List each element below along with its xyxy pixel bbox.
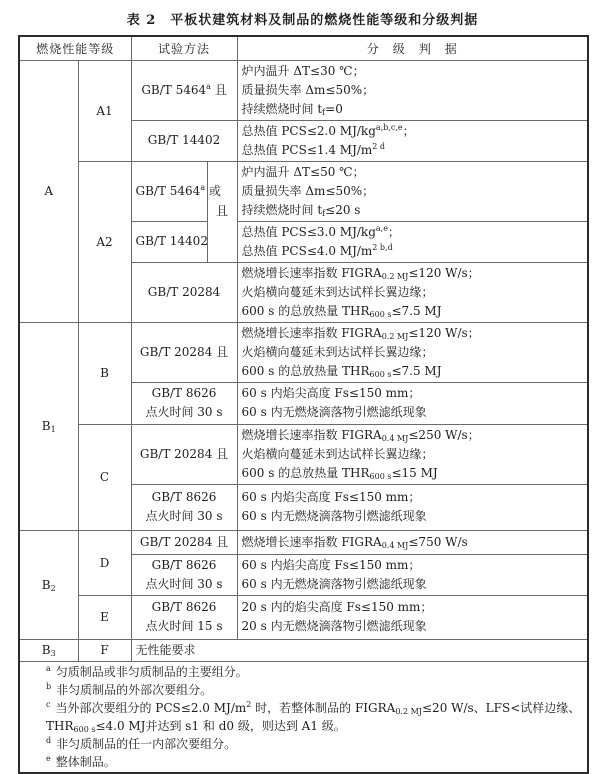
- table-row: [19, 530, 588, 554]
- footnote-marker: b: [46, 681, 52, 691]
- method-a1-furnace-cell: GB/T 5464$^a$ 且: [131, 60, 237, 120]
- grade-a1-cell: A1: [78, 60, 131, 161]
- table-title: 表 2 平板状建筑材料及制品的燃烧性能等级和分级判据: [126, 13, 479, 28]
- grade-group-b2-cell: $B_2$: [19, 530, 78, 639]
- criteria-a2-furnace-cell: 炉内温升 ΔT≤50 ℃； 质量损失率 Δm≤50%； 持续燃烧时间 $t_f\le 20$ s: [237, 161, 588, 221]
- criteria-b-sbi-cell: 燃烧增长速率指数 $FIGRA_{0.2 MJ}\le 120$ W/s； 火焰横向蔓延未到达试样长翼边缘； 600 s 的总放热量 $THR_{600 s}\le 7.5$ MJ: [237, 322, 588, 382]
- method-c-ignitability-cell: GB/T 8626 点火时间 30 s: [131, 484, 237, 530]
- method-a2-bomb-cell: GB/T 14402: [131, 221, 207, 262]
- header-row: [19, 36, 588, 60]
- footnote-text: 当外部次要组分的 PCS≤2.0 $MJ/m^2$ 时，若整体制品的 $FIGRA_{0.2 MJ}\le 20$ W/s、LFS<试样边缘、$THR_{600 s}\le 4.0$ MJ并达到 s1 和 d0 级，则达到 A1 级。: [46, 699, 581, 734]
- header-method: 试验方法: [131, 36, 237, 60]
- criteria-a2-sbi-cell: 燃烧增长速率指数 $FIGRA_{0.2 MJ}\le 120$ W/s； 火焰横向蔓延未到达试样长翼边缘； 600 s 的总放热量 $THR_{600 s}\le 7.5$ MJ: [237, 262, 588, 322]
- footnotes-cell: [19, 661, 588, 773]
- footnote-marker: c: [46, 699, 51, 709]
- footnote-marker: a: [46, 663, 51, 673]
- combustion-grade-table: [18, 35, 589, 774]
- method-c-sbi-cell: GB/T 20284 且: [131, 424, 237, 484]
- footnotes-row: [19, 661, 588, 773]
- grade-e-cell: E: [78, 595, 131, 639]
- method-d-sbi-cell: GB/T 20284 且: [131, 530, 237, 554]
- footnote-c: [24, 699, 583, 735]
- footnote-e: [24, 753, 583, 771]
- table-row: [19, 322, 588, 382]
- table-row: [19, 595, 588, 639]
- footnote-marker: e: [46, 753, 51, 763]
- method-b-ignitability-cell: GB/T 8626 点火时间 30 s: [131, 382, 237, 424]
- grade-group-a-cell: A: [19, 60, 78, 322]
- footnote-b: [24, 681, 583, 699]
- grade-b-cell: B: [78, 322, 131, 424]
- method-e-ignitability-cell: GB/T 8626 点火时间 15 s: [131, 595, 237, 639]
- table-row: [19, 60, 588, 120]
- criteria-e-ignitability-cell: 20 s 内的焰尖高度 Fs≤150 mm； 20 s 内无燃烧滴落物引燃滤纸现象: [237, 595, 588, 639]
- criteria-a1-bomb-cell: 总热值 PCS≤2.0 MJ/kg$^{a,b,c,e}$； 总热值 PCS≤1.4 $MJ/m^{2 d}$: [237, 120, 588, 161]
- footnote-text: 非匀质制品的任一内部次要组分。: [56, 736, 237, 751]
- footnote-text: 非匀质制品的外部次要组分。: [56, 682, 213, 697]
- footnote-text: 整体制品。: [55, 754, 116, 769]
- and-connector-cell: 且: [207, 161, 237, 262]
- criteria-c-ignitability-cell: 60 s 内焰尖高度 Fs≤150 mm； 60 s 内无燃烧滴落物引燃滤纸现象: [237, 484, 588, 530]
- method-d-ignitability-cell: GB/T 8626 点火时间 30 s: [131, 554, 237, 595]
- method-a2-furnace-cell: GB/T 5464$^a$ 或: [131, 161, 207, 221]
- table-row: [19, 424, 588, 484]
- footnote-marker: d: [46, 735, 52, 745]
- grade-a2-cell: A2: [78, 161, 131, 322]
- method-b-sbi-cell: GB/T 20284 且: [131, 322, 237, 382]
- table-row: [19, 161, 588, 221]
- grade-group-b3-cell: $B_3$: [19, 639, 78, 661]
- method-a1-bomb-cell: GB/T 14402: [131, 120, 237, 161]
- criteria-d-ignitability-cell: 60 s 内焰尖高度 Fs≤150 mm； 60 s 内无燃烧滴落物引燃滤纸现象: [237, 554, 588, 595]
- header-grade: 燃烧性能等级: [19, 36, 131, 60]
- criteria-d-sbi-cell: 燃烧增长速率指数 $FIGRA_{0.4 MJ}\le 750$ W/s: [237, 530, 588, 554]
- grade-c-cell: C: [78, 424, 131, 530]
- grade-f-cell: F: [78, 639, 131, 661]
- criteria-c-sbi-cell: 燃烧增长速率指数 $FIGRA_{0.4 MJ}\le 250$ W/s； 火焰横向蔓延未到达试样长翼边缘； 600 s 的总放热量 $THR_{600 s}\le 15$ MJ: [237, 424, 588, 484]
- criteria-a1-furnace-cell: 炉内温升 ΔT≤30 ℃； 质量损失率 Δm≤50%； 持续燃烧时间 $t_f=0$: [237, 60, 588, 120]
- method-a2-sbi-cell: GB/T 20284: [131, 262, 237, 322]
- grade-group-b1-cell: $B_1$: [19, 322, 78, 530]
- criteria-b-ignitability-cell: 60 s 内焰尖高度 Fs≤150 mm； 60 s 内无燃烧滴落物引燃滤纸现象: [237, 382, 588, 424]
- footnote-text: 匀质制品或非匀质制品的主要组分。: [55, 664, 248, 679]
- grade-d-cell: D: [78, 530, 131, 595]
- footnote-d: [24, 735, 583, 753]
- criteria-f-cell: 无性能要求: [131, 639, 588, 661]
- criteria-a2-bomb-cell: 总热值 PCS≤3.0 MJ/kg$^{a,e}$； 总热值 PCS≤4.0 $MJ/m^{2 b,d}$: [237, 221, 588, 262]
- header-criteria: 分 级 判 据: [237, 36, 588, 60]
- footnote-a: [24, 663, 583, 681]
- table-row: [19, 639, 588, 661]
